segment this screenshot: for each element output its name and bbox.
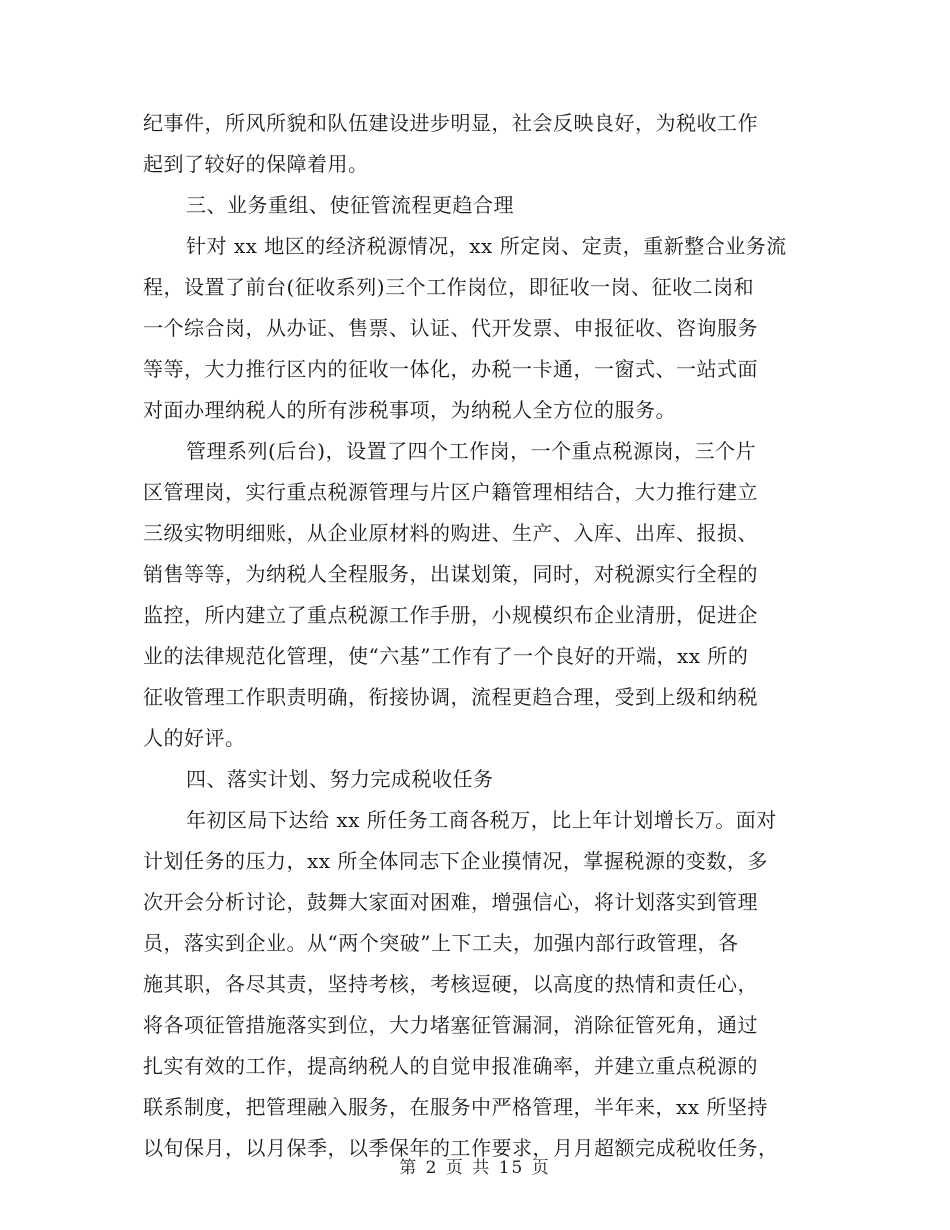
text-line: 针对 xx 地区的经济税源情况，xx 所定岗、定责，重新整合业务流 xyxy=(186,234,787,258)
text-line: 纪事件，所风所貌和队伍建设进步明显，社会反映良好，为税收工作 xyxy=(143,111,758,135)
text-line: 程，设置了前台(征收系列)三个工作岗位，即征收一岗、征收二岗和 xyxy=(143,275,755,299)
text-line: 扎实有效的工作，提高纳税人的自觉申报准确率，并建立重点税源的 xyxy=(143,1054,758,1078)
text-line: 三级实物明细账，从企业原材料的购进、生产、入库、出库、报损、 xyxy=(143,521,758,545)
text-line: 一个综合岗，从办证、售票、认证、代开发票、申报征收、咨询服务 xyxy=(143,316,758,340)
text-line: 监控，所内建立了重点税源工作手册，小规模织布企业清册，促进企 xyxy=(143,603,758,627)
text-line: 管理系列(后台)，设置了四个工作岗，一个重点税源岗，三个片 xyxy=(186,439,757,463)
text-line: 起到了较好的保障着用。 xyxy=(143,152,369,176)
text-line: 计划任务的压力，xx 所全体同志下企业摸情况，掌握税源的变数，多 xyxy=(143,849,768,873)
text-line: 次开会分析讨论，鼓舞大家面对困难，增强信心，将计划落实到管理 xyxy=(143,890,758,914)
text-line: 征收管理工作职责明确，衔接协调，流程更趋合理，受到上级和纳税 xyxy=(143,685,758,709)
document-body xyxy=(143,103,811,1169)
text-line: 以旬保月，以月保季，以季保年的工作要求，月月超额完成税收任务， xyxy=(143,1136,779,1160)
text-line: 区管理岗，实行重点税源管理与片区户籍管理相结合，大力推行建立 xyxy=(143,480,758,504)
text-line: 员，落实到企业。从“两个突破”上下工夫，加强内部行政管理，各 xyxy=(143,931,739,955)
text-line: 销售等等，为纳税人全程服务，出谋划策，同时，对税源实行全程的 xyxy=(143,562,758,586)
text-line: 将各项征管措施落实到位，大力堵塞征管漏洞，消除征管死角，通过 xyxy=(143,1013,758,1037)
section-heading: 三、业务重组、使征管流程更趋合理 xyxy=(186,193,514,217)
page-number-footer: 第 2 页 共 15 页 xyxy=(399,1158,551,1178)
text-line: 联系制度，把管理融入服务，在服务中严格管理，半年来，xx 所坚持 xyxy=(143,1095,768,1119)
text-line: 施其职，各尽其责，坚持考核，考核逗硬，以高度的热情和责任心， xyxy=(143,972,758,996)
text-line: 等等，大力推行区内的征收一体化，办税一卡通，一窗式、一站式面 xyxy=(143,357,758,381)
text-line: 人的好评。 xyxy=(143,726,246,750)
text-line: 年初区局下达给 xx 所任务工商各税万，比上年计划增长万。面对 xyxy=(186,808,777,832)
text-line: 业的法律规范化管理，使“六基”工作有了一个良好的开端，xx 所的 xyxy=(143,644,749,668)
text-line: 对面办理纳税人的所有涉税事项，为纳税人全方位的服务。 xyxy=(143,398,676,422)
section-heading: 四、落实计划、努力完成税收任务 xyxy=(186,767,494,791)
